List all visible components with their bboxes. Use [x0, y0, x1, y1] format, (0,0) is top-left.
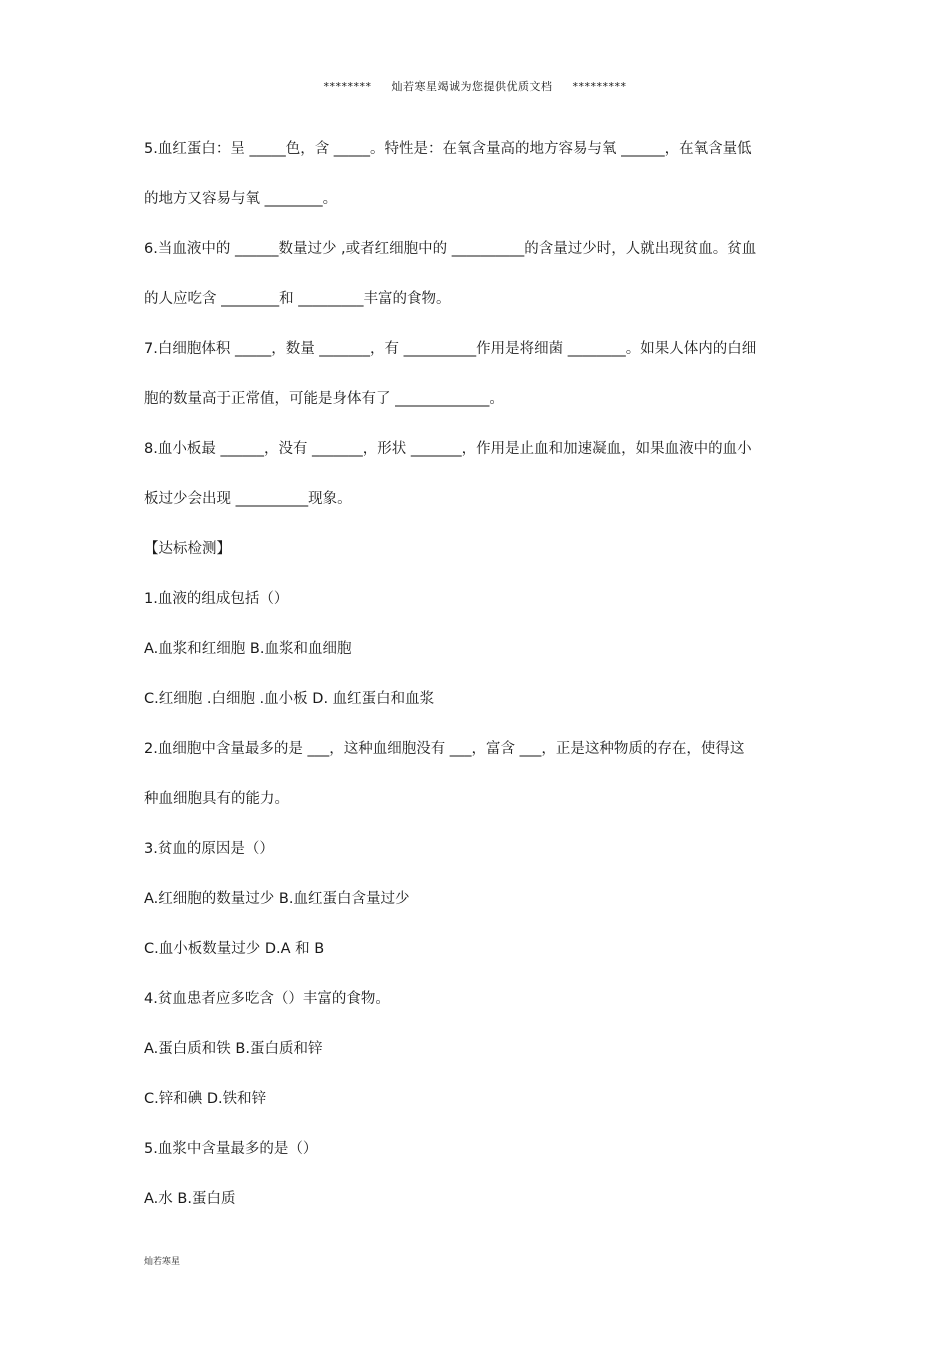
text-line: 板过少会出现 __________现象。	[144, 491, 352, 507]
page-header	[0, 78, 950, 94]
page-footer: 灿若寒星	[144, 1257, 181, 1267]
answer-options: A.水 B.蛋白质	[144, 1191, 236, 1207]
header-stars-left: ********	[323, 80, 372, 93]
answer-options: A.血浆和红细胞 B.血浆和血细胞	[144, 641, 352, 657]
text-line: 的地方又容易与氧 ________。	[144, 191, 338, 207]
question: 1.血液的组成包括（）	[144, 591, 289, 607]
text-line: 种血细胞具有的能力。	[144, 791, 289, 807]
answer-options: C.锌和碘 D.铁和锌	[144, 1091, 267, 1107]
answer-options: A.蛋白质和铁 B.蛋白质和锌	[144, 1041, 323, 1057]
question: 4.贫血患者应多吃含（）丰富的食物。	[144, 991, 390, 1007]
answer-options: C.红细胞 .白细胞 .血小板 D. 血红蛋白和血浆	[144, 691, 435, 707]
header-stars-right: *********	[572, 80, 627, 93]
text-line: 8.血小板最 ______，没有 _______，形状 _______，作用是止血和加速凝血，如果血液中的血小	[144, 441, 752, 457]
answer-options: C.血小板数量过少 D.A 和 B	[144, 941, 325, 957]
document-body	[144, 136, 824, 1236]
text-line: 6.当血液中的 ______数量过少 ,或者红细胞中的 __________的含量过少时，人就出现贫血。贫血	[144, 241, 757, 257]
section-heading: 【达标检测】	[144, 541, 231, 557]
header-text: 灿若寒星竭诚为您提供优质文档	[391, 80, 553, 93]
answer-options: A.红细胞的数量过少 B.血红蛋白含量过少	[144, 891, 410, 907]
question: 2.血细胞中含量最多的是 ___，这种血细胞没有 ___，富含 ___，正是这种物质的存在，使得这	[144, 741, 745, 757]
text-line: 胞的数量高于正常值，可能是身体有了 _____________。	[144, 391, 504, 407]
text-line: 5.血红蛋白：呈 _____色，含 _____。特性是：在氧含量高的地方容易与氧 ______，在氧含量低	[144, 141, 752, 157]
question: 5.血浆中含量最多的是（）	[144, 1141, 318, 1157]
text-line: 7.白细胞体积 _____，数量 _______，有 __________作用是将细菌 ________。如果人体内的白细	[144, 341, 757, 357]
question: 3.贫血的原因是（）	[144, 841, 274, 857]
text-line: 的人应吃含 ________和 _________丰富的食物。	[144, 291, 451, 307]
